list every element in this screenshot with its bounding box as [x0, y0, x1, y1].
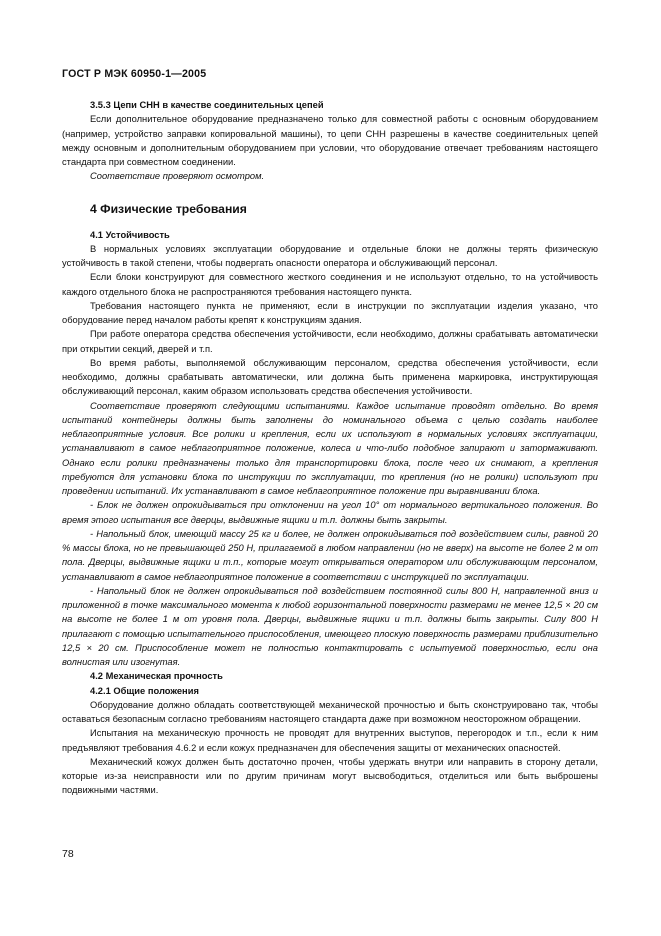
paragraph: В нормальных условиях эксплуатации оборудование и отдельные блоки не должны терять физическую устойчивость в такой степени, чтобы подвергать опасности оператора и обслуживающий персонал. [62, 243, 598, 268]
document-body [62, 98, 598, 798]
document-header: ГОСТ Р МЭК 60950-1—2005 [62, 68, 207, 80]
paragraph: Оборудование должно обладать соответствующей механической прочностью и быть сконструировано так, чтобы оставаться безопасным согласно требованиям настоящего стандарта даже при возможном неосторожном обращении. [62, 699, 598, 724]
paragraph: Если дополнительное оборудование предназначено только для совместной работы с основным оборудованием (например, устройство заправки копировальной машины), то цепи СНН разрешены в качестве соединительных цепей между основным и дополнительным оборудованием при условии, что оборудование отвечает требованиям настоящего стандарта при совместном соединении. [62, 114, 598, 167]
section-4-2-1-title: 4.2.1 Общие положения [90, 685, 199, 696]
paragraph: Испытания на механическую прочность не проводят для внутренних выступов, перегородок и т.п., если к ним предъявляют требования 4.6.2 и если кожух предназначен для обеспечения защиты от механических опасностей. [62, 728, 598, 753]
paragraph: Во время работы, выполняемой обслуживающим персоналом, средства обеспечения устойчивости, если необходимо, должны срабатывать автоматически, или должна быть применена маркировка, инструктирующая обслуживающий персонал, каким образом использовать средства обеспечения устойчивости. [62, 357, 598, 397]
test-description: Соответствие проверяют следующими испытаниями. Каждое испытание проводят отдельно. Во время испытаний контейнеры должны быть заполнены до номинального объема с целью создать наиболее неблагоприятные условия. Все ролики и крепления, если их используют в нормальных условиях эксплуатации, устанавливают в самое неблагоприятное положение, колеса и что-либо подобное запирают и затормаживают. Однако если ролики предназначены только для транспортировки блока, после чего их снимают, а крепления требуются для установки блока по инструкции по эксплуатации, то крепления (но не ролики) используют при проведении испытаний. Их устанавливают в самое неблагоприятное положение при выравнивании блока. [62, 400, 598, 496]
section-4-title: 4 Физические требования [90, 201, 247, 216]
test-item: - Напольный блок, имеющий массу 25 кг и более, не должен опрокидываться под воздействием силы, равной 20 % массы блока, но не превышающей 250 Н, прилагаемой в любом направлении (но не вверх) на высоте не более 2 м от пола. Дверцы, выдвижные ящики и т.п., которые могут открываться оператором или обслуживающим персоналом, устанавливают в самое неблагоприятное положение в соответствии с инструкцией по эксплуатации. [62, 528, 598, 582]
section-4-2-title: 4.2 Механическая прочность [90, 671, 223, 682]
paragraph: Если блоки конструируют для совместного жесткого соединения и не используют отдельно, то на устойчивость каждого отдельного блока не распространяются требования настоящего пункта. [62, 272, 598, 297]
section-4-1-title: 4.1 Устойчивость [90, 229, 170, 240]
test-item: - Напольный блок не должен опрокидываться под воздействием постоянной силы 800 Н, направленной вниз и приложенной в точке максимального момента к любой горизонтальной поверхности размерами не менее 12,5 × 20 см на высоте не более 1 м от уровня пола. Дверцы, выдвижные ящики и т.п. должны быть закрыты. Силу 800 Н прилагают с помощью испытательного приспособления, имеющего плоскую поверхность размерами приблизительно 12,5 × 20 см. Приспособление может не полностью контактировать с испытуемой поверхностью, если она волнистая или изогнутая. [62, 585, 598, 667]
paragraph: Требования настоящего пункта не применяют, если в инструкции по эксплуатации изделия указано, что оборудование перед началом работы крепят к конструкциям здания. [62, 300, 598, 325]
section-3-5-3-title: 3.5.3 Цепи СНН в качестве соединительных цепей [90, 100, 324, 110]
paragraph: При работе оператора средства обеспечения устойчивости, если необходимо, должны срабатывать автоматически при открытии секций, дверей и т.п. [62, 329, 598, 354]
compliance-note: Соответствие проверяют осмотром. [90, 171, 265, 182]
paragraph: Механический кожух должен быть достаточно прочен, чтобы удержать внутри или направить в сторону детали, которые из-за неисправности или по другим причинам могут высвободиться, отделиться или быть выброшены подвижными частями. [62, 756, 598, 796]
test-item: - Блок не должен опрокидываться при отклонении на угол 10° от нормального вертикального положения. Во время этого испытания все дверцы, выдвижные ящики и т.п. должны быть закрыты. [62, 500, 598, 525]
page-number: 78 [62, 848, 74, 860]
